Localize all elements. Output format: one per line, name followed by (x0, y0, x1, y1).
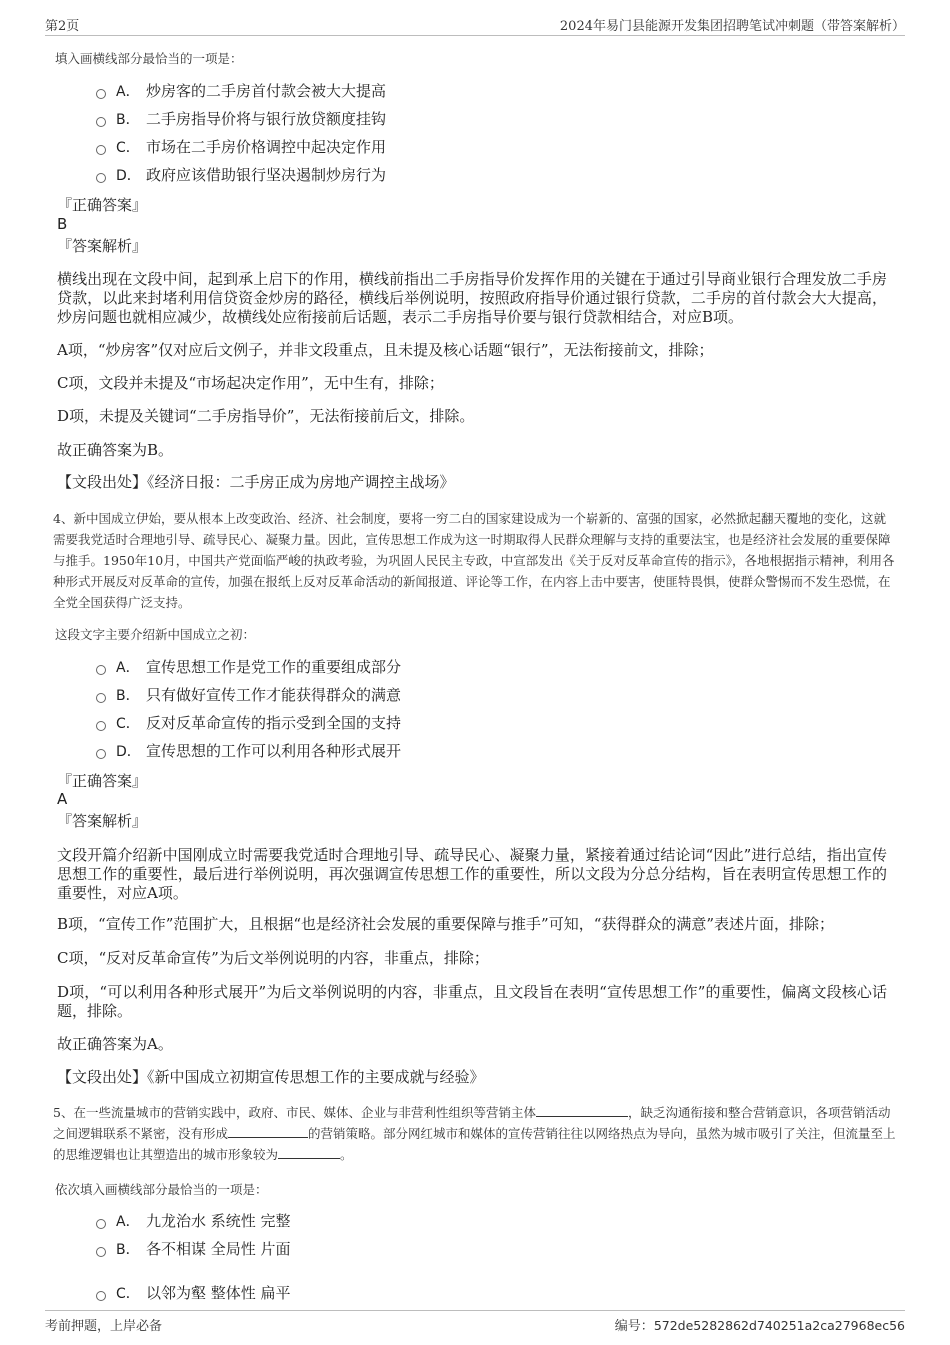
q4-option-d[interactable]: D． 宣传思想的工作可以利用各种形式展开 (96, 740, 401, 762)
q4-source: 【文段出处】《新中国成立初期宣传思想工作的主要成就与经验》 (57, 1068, 485, 1086)
radio-icon[interactable] (96, 665, 106, 675)
q5-option-c[interactable]: C． 以邻为壑 整体性 扁平 (96, 1282, 291, 1304)
q3-analysis-label: 『答案解析』 (57, 237, 148, 255)
q4-option-b[interactable]: B． 只有做好宣传工作才能获得群众的满意 (96, 684, 401, 706)
document-title: 2024年易门县能源开发集团招聘笔试冲刺题（带答案解析） (559, 19, 905, 34)
q4-analysis-b: B项，“宣传工作”范围扩大，且根据“也是经济社会发展的重要保障与推手”可知，“获得群众的满意”表述片面，排除； (57, 915, 835, 933)
radio-icon[interactable] (96, 1219, 106, 1229)
q5-prompt: 依次填入画横线部分最恰当的一项是： (55, 1182, 268, 1197)
q3-option-d[interactable]: D． 政府应该借助银行坚决遏制炒房行为 (96, 164, 386, 186)
radio-icon[interactable] (96, 89, 106, 99)
q3-analysis-c: C项，文段并未提及“市场起决定作用”，无中生有，排除； (57, 374, 444, 392)
q5-option-b[interactable]: B． 各不相谋 全局性 片面 (96, 1238, 291, 1260)
q4-answer-label: 『正确答案』 (57, 772, 148, 790)
blank-line-3 (278, 1146, 340, 1159)
q3-option-c[interactable]: C． 市场在二手房价格调控中起决定作用 (96, 136, 386, 158)
blank-line-1 (536, 1104, 628, 1117)
q5-option-a[interactable]: A． 九龙治水 系统性 完整 (96, 1210, 291, 1232)
q4-analysis-c: C项，“反对反革命宣传”为后文举例说明的内容，非重点，排除； (57, 949, 489, 967)
q3-option-b[interactable]: B． 二手房指导价将与银行放贷额度挂钩 (96, 108, 386, 130)
q4-analysis-d: D项，“可以利用各种形式展开”为后文举例说明的内容，非重点，且文段旨在表明“宣传思想工作”的重要性，偏离文段核心话题，排除。 (57, 983, 887, 1020)
q4-stem: 4、新中国成立伊始，要从根本上改变政治、经济、社会制度，要将一穷二白的国家建设成为一个崭新的、富强的国家，必然掀起翻天覆地的变化，这就需要我党适时合理地引导、疏导民心、凝聚力量。因此，宣传思想工作成为这一时期取得人民群众理解与支持的重要法宝，也是经济社会发展的重要保障与推手。1950年10月，中国共产党面临严峻的执政考验，为巩固人民民主专政，中宣部发出《关于反对反革命宣传的指示》，各地根据指示精神，利用各种形式开展反对反革命的宣传，加强在报纸上反对反革命活动的新闻报道、评论等工作，在内容上击中要害，使匪特畏惧，使群众警惕而不发生恐慌，在全党全国获得广泛支持。 (53, 511, 895, 610)
q4-analysis-main: 文段开篇介绍新中国刚成立时需要我党适时合理地引导、疏导民心、凝聚力量，紧接着通过结论词“因此”进行总结，指出宣传思想工作的重要性，最后进行举例说明，再次强调宣传思想工作的重要性，所以文段为分总分结构，旨在表明宣传思想工作的重要性，对应A项。 (57, 846, 887, 902)
radio-icon[interactable] (96, 117, 106, 127)
q4-option-c[interactable]: C． 反对反革命宣传的指示受到全国的支持 (96, 712, 401, 734)
q4-prompt: 这段文字主要介绍新中国成立之初： (55, 627, 256, 642)
q3-analysis-d: D项，未提及关键词“二手房指导价”，无法衔接前后文，排除。 (57, 407, 475, 425)
page-header (45, 13, 905, 36)
radio-icon[interactable] (96, 693, 106, 703)
q3-conclusion: 故正确答案为B。 (57, 441, 174, 459)
q3-answer-label: 『正确答案』 (57, 196, 148, 214)
q4-conclusion: 故正确答案为A。 (57, 1035, 173, 1053)
q4-answer: A (57, 790, 68, 808)
q5-stem: 5、在一些流量城市的营销实践中，政府、市民、媒体、企业与非营利性组织等营销主体 ，缺乏沟通衔接和整合营销意识，各项营销活动之间逻辑联系不紧密，没有形成 的营销策略。部分网红城市和媒体的宣传营销往往以网络热点为导向，虽然为城市吸引了关注，但流量至上的思维逻辑也让其塑造出的城市形象较为 。 (53, 1105, 896, 1162)
radio-icon[interactable] (96, 1247, 106, 1257)
page-footer (45, 1310, 905, 1337)
page-number: 第2页 (45, 19, 80, 34)
q4-option-a[interactable]: A． 宣传思想工作是党工作的重要组成部分 (96, 656, 401, 678)
blank-line-2 (228, 1125, 308, 1138)
q3-option-a[interactable]: A． 炒房客的二手房首付款会被大大提高 (96, 80, 386, 102)
document-code: 编号：572de5282862d740251a2ca27968ec56 (614, 1318, 905, 1334)
q3-answer: B (57, 215, 68, 233)
radio-icon[interactable] (96, 721, 106, 731)
footer-slogan: 考前押题，上岸必备 (45, 1319, 163, 1334)
radio-icon[interactable] (96, 1291, 106, 1301)
radio-icon[interactable] (96, 749, 106, 759)
radio-icon[interactable] (96, 145, 106, 155)
radio-icon[interactable] (96, 173, 106, 183)
q4-analysis-label: 『答案解析』 (57, 812, 148, 830)
q3-prompt: 填入画横线部分最恰当的一项是： (55, 51, 243, 66)
q3-analysis-main: 横线出现在文段中间，起到承上启下的作用，横线前指出二手房指导价发挥作用的关键在于通过引导商业银行合理发放二手房贷款，以此来封堵利用信贷资金炒房的路径，横线后举例说明，按照政府指导价通过银行贷款，二手房的首付款会大大提高，炒房问题也就相应减少，故横线处应衔接前后话题，表示二手房指导价要与银行贷款相结合，对应B项。 (57, 270, 887, 326)
q3-source: 【文段出处】《经济日报：二手房正成为房地产调控主战场》 (57, 473, 455, 491)
q3-analysis-a: A项，“炒房客”仅对应后文例子，并非文段重点，且未提及核心话题“银行”，无法衔接前文，排除； (57, 341, 714, 359)
